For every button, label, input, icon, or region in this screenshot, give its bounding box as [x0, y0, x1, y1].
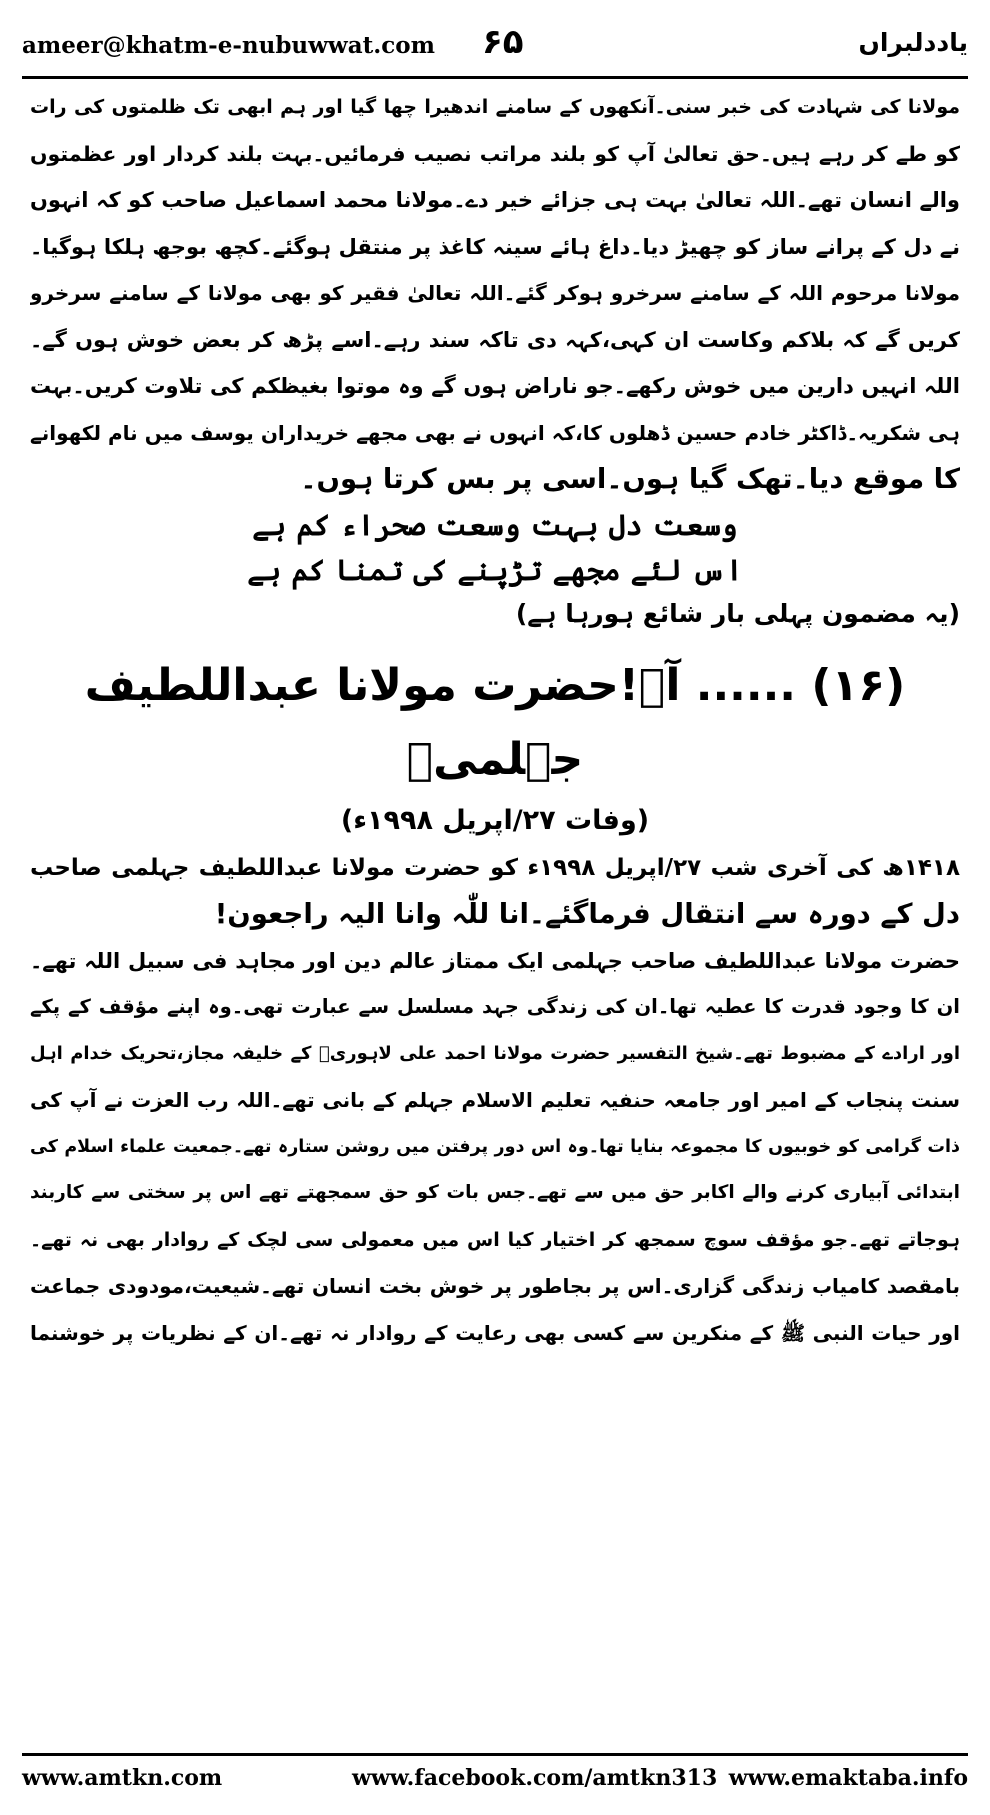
text-line: نے دل کے پرانے ساز کو چھیڑ دیا۔داغ ہائے سینہ کاغذ پر منتقل ہوگئے۔کچھ بوجھ ہلکا ہوگیا۔ — [30, 234, 960, 259]
text-line: اور حیات النبی ﷺ کے منکرین سے کسی بھی رعایت کے روادار نہ تھے۔ان کے نظریات پر خوشنما — [30, 1320, 960, 1345]
text-line: اور ارادے کے مضبوط تھے۔شیخ التفسیر حضرت مولانا احمد علی لاہوریؒ کے خلیفہ مجاز،تحریک خدام اہل — [30, 1042, 960, 1064]
text-line: ابتدائی آبیاری کرنے والے اکابر حق میں سے تھے۔جس بات کو حق سمجھتے تھے اس پر سختی سے کاربند — [30, 1182, 960, 1203]
text-line: کو طے کر رہے ہیں۔حق تعالیٰ آپ کو بلند مراتب نصیب فرمائیں۔بہت بلند کردار اور عظمتوں — [30, 141, 960, 166]
page-body — [30, 84, 960, 1356]
text-line: ہی شکریہ۔ڈاکٹر خادم حسین ڈھلوں کا،کہ انہوں نے بھی مجھے خریداران یوسف میں نام لکھوانے — [30, 420, 960, 445]
book-title: یاددلبراں — [858, 28, 968, 57]
text-line: حضرت مولانا عبداللطیف صاحب جہلمی ایک ممتاز عالم دین اور مجاہد فی سبیل اللہ تھے۔ — [30, 948, 960, 973]
text-line: مولانا مرحوم اللہ کے سامنے سرخرو ہوکر گئے۔اللہ تعالیٰ فقیر کو بھی مولانا کے سامنے سرخرو — [30, 281, 960, 305]
text-line: ہوجاتے تھے۔جو مؤقف سوچ سمجھ کر اختیار کیا اس میں معمولی سی لچک کے روادار بھی نہ تھے۔ — [30, 1228, 960, 1251]
death-date: (وفات ۲۷/اپریل ۱۹۹۸ء) — [340, 804, 650, 836]
footer-rule — [22, 1753, 968, 1756]
text-line: بامقصد کامیاب زندگی گزاری۔اس پر بجاطور پر خوش بخت انسان تھے۔شیعیت،مودودی جماعت — [30, 1274, 960, 1298]
footer-link-amtkn[interactable]: www.amtkn.com — [22, 1765, 223, 1791]
text-line: کا موقع دیا۔تھک گیا ہوں۔اسی پر بس کرتا ہوں۔ — [300, 463, 960, 495]
header-email: ameer@khatm-e-nubuwwat.com — [22, 32, 435, 59]
text-line: ان کا وجود قدرت کا عطیہ تھا۔ان کی زندگی جہد مسلسل سے عبارت تھی۔وہ اپنے مؤقف کے پکے — [30, 995, 960, 1018]
text-line: کریں گے کہ بلاکم وکاست ان کہی،کہہ دی تاکہ سند رہے۔اسے پڑھ کر بعض خوش ہوں گے۔ — [30, 327, 960, 352]
verse-line: وسعت دل بہت وسعت صحراء کم ہے — [252, 507, 738, 542]
verse-line: اس لئے مجھے تڑپنے کی تمنا کم ہے — [247, 552, 743, 587]
page-footer — [22, 1765, 968, 1795]
text-line: ذات گرامی کو خوبیوں کا مجموعہ بنایا تھا۔وہ اس دور پرفتن میں روشن ستارہ تھے۔جمعیت علماء اسلام کی — [30, 1136, 960, 1157]
section-heading: (۱۶) ...... آہ!حضرت مولانا عبداللطیف جہلمیؒ — [84, 659, 906, 785]
text-line: والے انسان تھے۔اللہ تعالیٰ بہت ہی جزائے خیر دے۔مولانا محمد اسماعیل صاحب کو کہ انہوں — [30, 188, 960, 212]
text-line: مولانا کی شہادت کی خبر سنی۔آنکھوں کے سامنے اندھیرا چھا گیا اور ہم ابھی تک ظلمتوں کی رات — [30, 96, 960, 118]
text-line: دل کے دورہ سے انتقال فرماگئے۔انا للّٰہ وانا الیہ راجعون! — [214, 898, 960, 930]
footer-link-facebook[interactable]: www.facebook.com/amtkn313 — [352, 1765, 718, 1791]
text-line: ۱۴۱۸ھ کی آخری شب ۲۷/اپریل ۱۹۹۸ء کو حضرت مولانا عبداللطیف جہلمی صاحب — [30, 854, 960, 881]
text-line: سنت پنجاب کے امیر اور جامعہ حنفیہ تعلیم الاسلام جہلم کے بانی تھے۔اللہ رب العزت نے آپ کی — [30, 1088, 960, 1112]
poetry-couplet — [30, 503, 960, 593]
paragraph-biography — [30, 845, 960, 1357]
paragraph-tribute — [30, 84, 960, 503]
footer-link-emaktaba[interactable]: www.emaktaba.info — [728, 1765, 968, 1791]
publication-note: (یہ مضمون پہلی بار شائع ہورہا ہے) — [515, 598, 960, 628]
text-line: اللہ انہیں دارین میں خوش رکھے۔جو ناراض ہوں گے وہ موتوا بغیظکم کی تلاوت کریں۔بہت — [30, 374, 960, 398]
page-header — [22, 22, 968, 72]
page-number: ۶۵ — [482, 22, 524, 62]
header-rule — [22, 76, 968, 79]
